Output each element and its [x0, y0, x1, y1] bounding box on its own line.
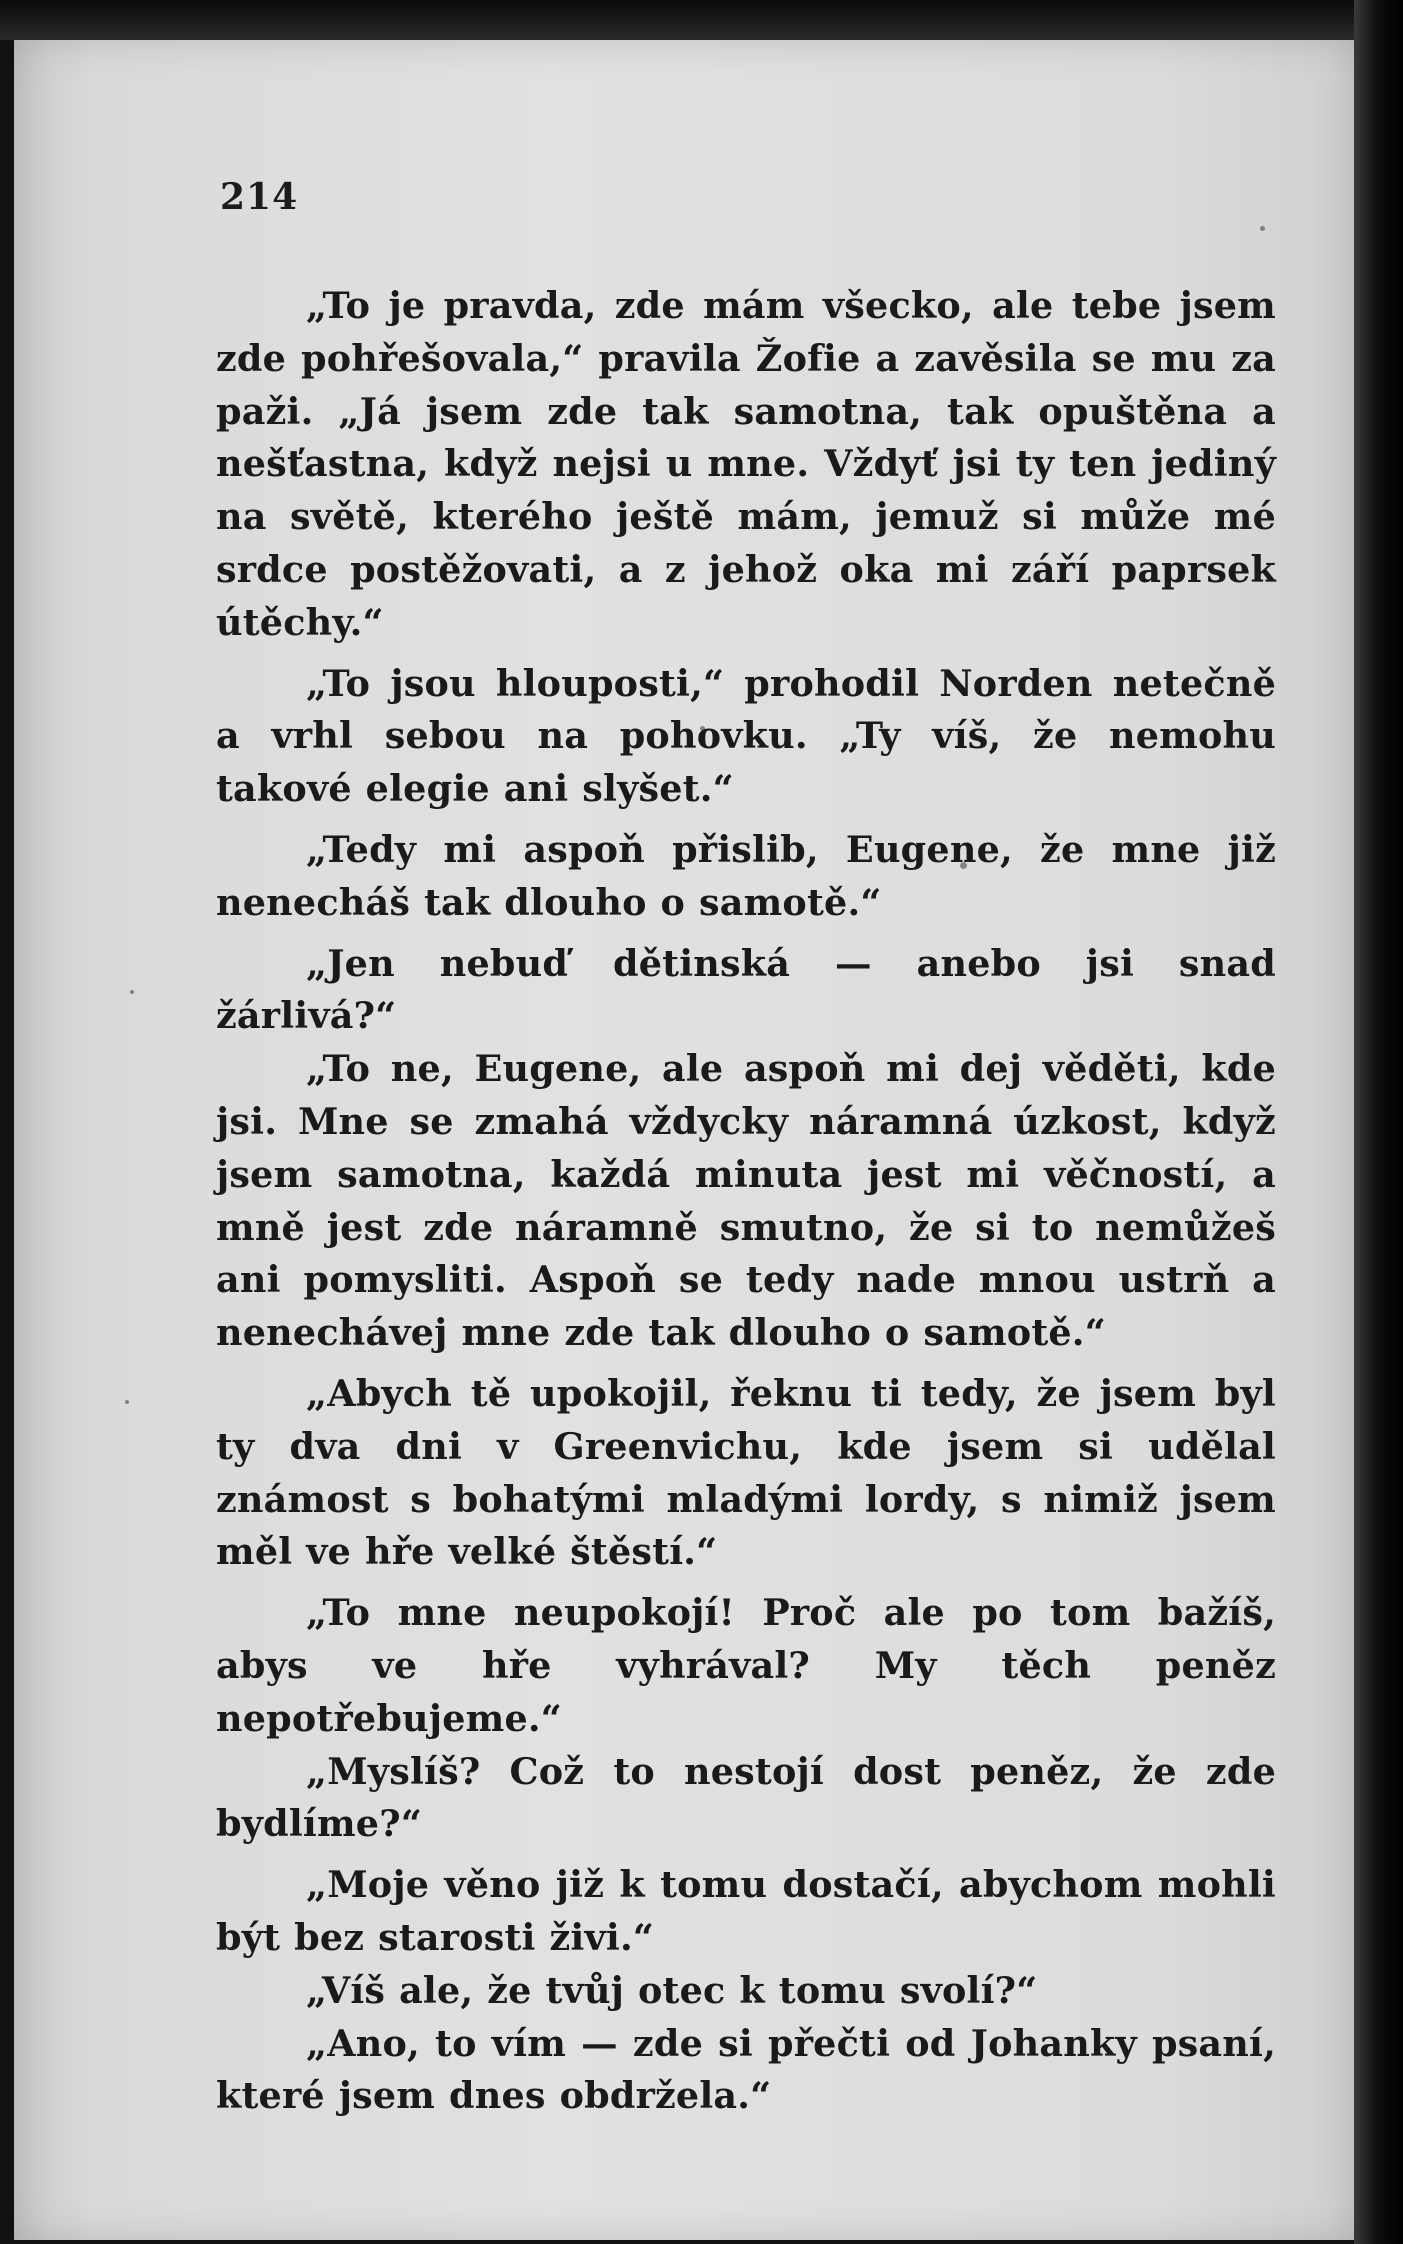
scan-right-edge	[1354, 0, 1403, 2244]
paper-speck	[1260, 226, 1265, 231]
paragraph: „Myslíš? Což to nestojí dost peněz, že zde bydlíme?“	[216, 1749, 1276, 1846]
paragraph: „Tedy mi aspoň přislib, Eugene, že mne již nenecháš tak dlouho o samotě.“	[216, 827, 1276, 924]
paragraph: „Moje věno již k tomu dostačí, abychom mohli být bez starosti živi.“	[216, 1863, 1276, 1959]
paragraph: „Abych tě upokojil, řeknu ti tedy, že jsem byl ty dva dni v Greenvichu, kde jsem si udělal známost s bohatými mladými lordy, s nimiž jsem měl ve hře velké štěstí.“	[216, 1371, 1276, 1574]
paragraph: „Ano, to vím — zde si přečti od Johanky psaní, které jsem dnes obdržela.“	[216, 2021, 1276, 2118]
body-text	[216, 280, 1276, 2123]
paragraph: „Jen nebuď dětinská — anebo jsi snad žárlivá?“	[216, 941, 1276, 1038]
scan-top-edge	[0, 0, 1403, 40]
paragraph: „Víš ale, že tvůj otec k tomu svolí?“	[306, 1968, 1038, 2012]
paper-speck	[130, 990, 134, 994]
paragraph: „To je pravda, zde mám všecko, ale tebe jsem zde pohřešovala,“ pravila Žofie a zavěsila se mu za paži. „Já jsem zde tak samotna, tak opuštěna a nešťastna, když nejsi u mne. Vždyť jsi ty ten jediný na světě, kterého ještě mám, jemuž si může mé srdce postěžovati, a z jehož oka mi září paprsek útěchy.“	[216, 284, 1276, 644]
paper-speck	[125, 1400, 129, 1404]
paragraph: „To ne, Eugene, ale aspoň mi dej věděti, kde jsi. Mne se zmahá vždycky náramná úzkost, když jsem samotna, každá minuta jest mi věčností, a mně jest zde náramně smutno, že si to nemůžeš ani pomysliti. Aspoň se tedy nade mnou ustrň a nenechávej mne zde tak dlouho o samotě.“	[216, 1047, 1276, 1355]
paragraph: „To jsou hlouposti,“ prohodil Norden netečně a vrhl sebou na pohovku. „Ty víš, že nemohu takové elegie ani slyšet.“	[216, 661, 1276, 811]
paragraph: „To mne neupokojí! Proč ale po tom bažíš, abys ve hře vyhrával? My těch peněz nepotřebujeme.“	[216, 1591, 1276, 1740]
page-number: 214	[220, 176, 299, 218]
